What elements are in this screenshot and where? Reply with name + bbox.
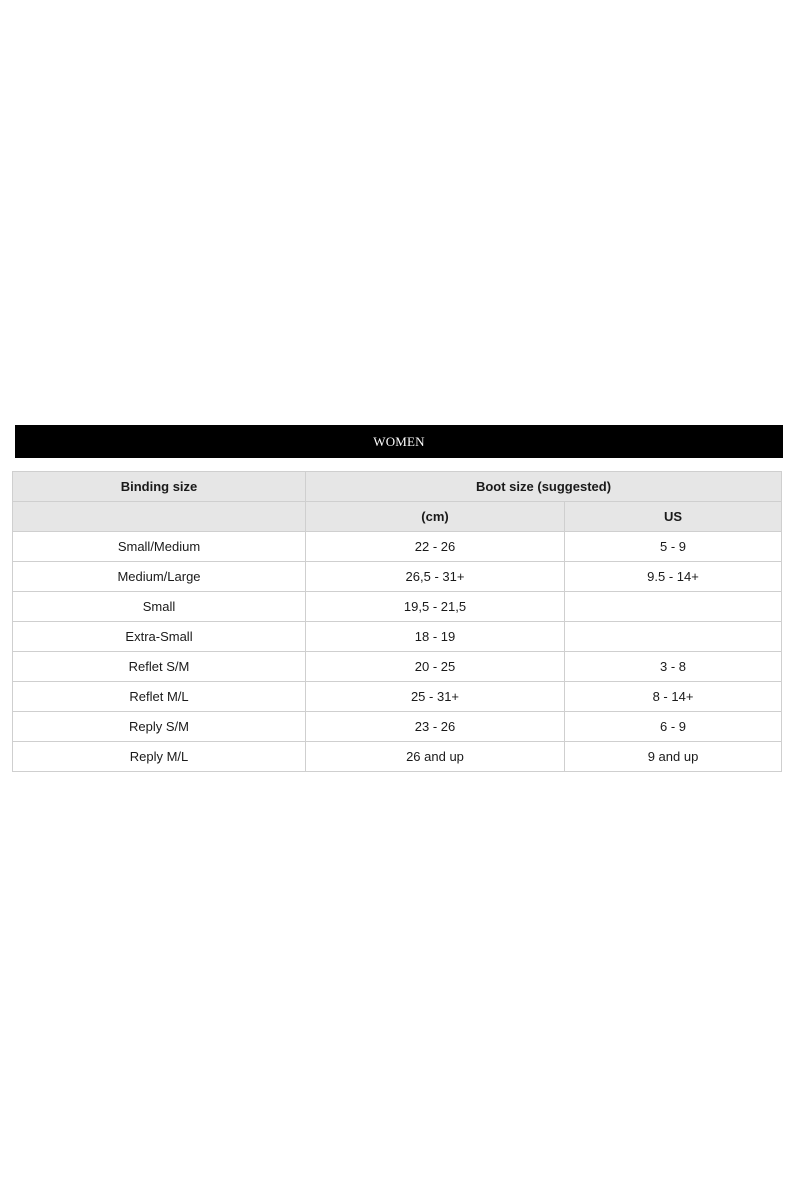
header-us: US	[565, 502, 782, 532]
table-row	[13, 622, 782, 652]
cell-us	[565, 622, 782, 652]
cell-binding: Medium/Large	[13, 562, 306, 592]
table-row	[13, 742, 782, 772]
cell-binding: Small/Medium	[13, 532, 306, 562]
cell-binding: Extra-Small	[13, 622, 306, 652]
table-row	[13, 682, 782, 712]
cell-us: 3 - 8	[565, 652, 782, 682]
cell-cm: 20 - 25	[306, 652, 565, 682]
header-row-top	[13, 472, 782, 502]
cell-cm: 19,5 - 21,5	[306, 592, 565, 622]
cell-cm: 23 - 26	[306, 712, 565, 742]
cell-cm: 18 - 19	[306, 622, 565, 652]
cell-us: 6 - 9	[565, 712, 782, 742]
table-row	[13, 712, 782, 742]
header-binding-size: Binding size	[13, 472, 306, 502]
cell-us: 5 - 9	[565, 532, 782, 562]
table-row	[13, 592, 782, 622]
header-row-sub	[13, 502, 782, 532]
header-boot-size: Boot size (suggested)	[306, 472, 782, 502]
cell-cm: 26,5 - 31+	[306, 562, 565, 592]
table-row	[13, 562, 782, 592]
cell-binding: Small	[13, 592, 306, 622]
header-binding-empty	[13, 502, 306, 532]
cell-binding: Reflet M/L	[13, 682, 306, 712]
section-banner-women	[15, 425, 783, 458]
header-cm: (cm)	[306, 502, 565, 532]
size-chart-table	[12, 471, 782, 772]
table-row	[13, 532, 782, 562]
banner-title: WOMEN	[373, 433, 425, 449]
cell-cm: 22 - 26	[306, 532, 565, 562]
cell-binding: Reply S/M	[13, 712, 306, 742]
table-row	[13, 652, 782, 682]
cell-us: 9 and up	[565, 742, 782, 772]
cell-cm: 26 and up	[306, 742, 565, 772]
cell-binding: Reflet S/M	[13, 652, 306, 682]
cell-us: 8 - 14+	[565, 682, 782, 712]
cell-us: 9.5 - 14+	[565, 562, 782, 592]
cell-cm: 25 - 31+	[306, 682, 565, 712]
cell-binding: Reply M/L	[13, 742, 306, 772]
cell-us	[565, 592, 782, 622]
